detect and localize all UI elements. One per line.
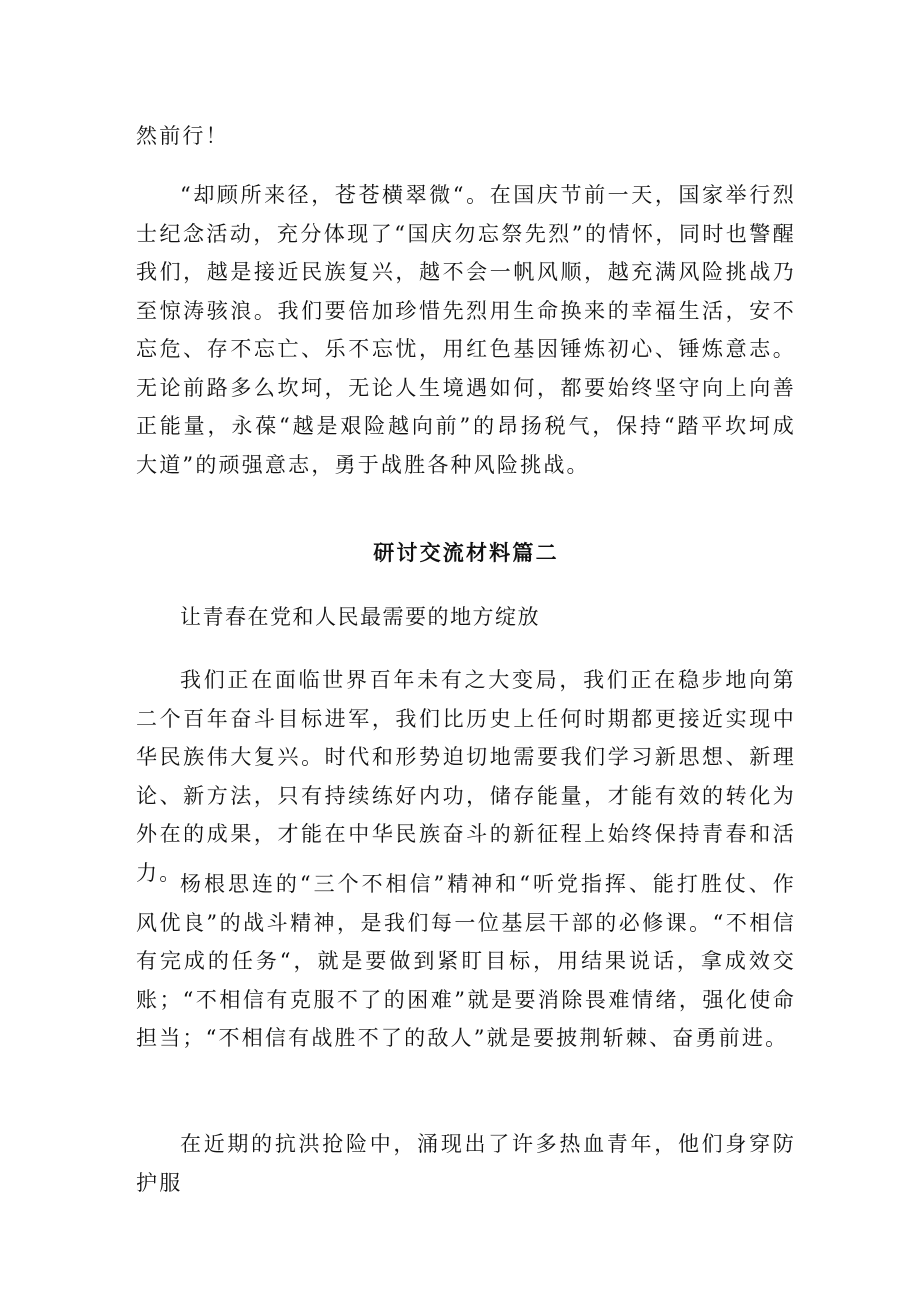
continuation-text: 然前行！ [136, 124, 229, 148]
section-heading: 研讨交流材料篇二 [373, 540, 559, 565]
paragraph-flood-relief: 在近期的抗洪抢险中，涌现出了许多热血青年，他们身穿防护服 [136, 1132, 796, 1195]
paragraph-three-disbeliefs: 杨根思连的“三个不相信”精神和“听党指挥、能打胜仗、作风优良”的战斗精神，是我们每一位基层干部的必修课。“不相信有完成的任务“，就是要做到紧盯目标，用结果说话，拿成效交账；“不相信有克服不了的困难”就是要消除畏难情绪，强化使命担当；“不相信有战胜不了的敌人”就是要披荆斩棘、奋勇前进。 [136, 872, 796, 1050]
section-subtitle: 让青春在党和人民最需要的地方绽放 [180, 605, 540, 629]
paragraph-great-changes: 我们正在面临世界百年未有之大变局，我们正在稳步地向第二个百年奋斗目标进军，我们比历史上任何时期都更接近实现中华民族伟大复兴。时代和形势迫切地需要我们学习新思想、新理论、新方法，只有持续练好内功，储存能量，才能有效的转化为外在的成果，才能在中华民族奋斗的新征程上始终保持青春和活力。 [136, 668, 796, 885]
paragraph-martyrs-commemoration: “却顾所来径，苍苍横翠微“。在国庆节前一天，国家举行烈士纪念活动，充分体现了“国庆勿忘祭先烈”的情怀，同时也警醒我们，越是接近民族复兴，越不会一帆风顺，越充满风险挑战乃至惊涛骇浪。我们要倍加珍惜先烈用生命换来的幸福生活，安不忘危、存不忘亡、乐不忘忧，用红色基因锤炼初心、锤炼意志。无论前路多么坎坷，无论人生境遇如何，都要始终坚守向上向善正能量，永葆“越是艰险越向前”的昂扬税气，保持“踏平坎坷成大道”的顽强意志，勇于战胜各种风险挑战。 [136, 183, 796, 477]
